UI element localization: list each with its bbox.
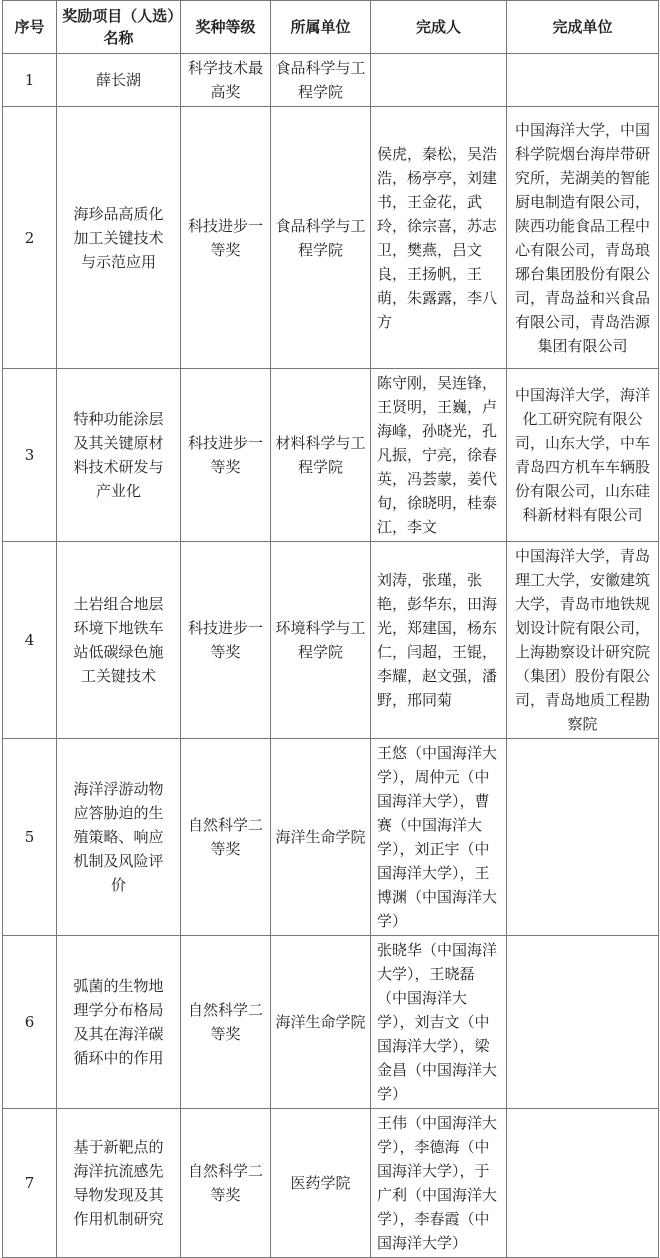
row-index: 1 [3, 54, 57, 107]
table-row [3, 739, 659, 936]
contributors: 陈守刚，吴连锋，王贤明，王巍，卢海峰，孙晓光，孔凡振，宁亮，徐春英，冯荟蒙，姜代旬，徐晓明，桂泰江，李文 [371, 369, 507, 542]
row-index: 3 [3, 369, 57, 542]
project-name: 特种功能涂层及其关键原材料技术研发与产业化 [57, 369, 181, 542]
department: 食品科学与工程学院 [271, 107, 371, 369]
contributors [371, 54, 507, 107]
organizations: 中国海洋大学，中国科学院烟台海岸带研究所，芜湖美的智能厨电制造有限公司，陕西功能食品工程中心有限公司，青岛琅琊台集团股份有限公司，青岛益和兴食品有限公司，青岛浩源集团有限公司 [507, 107, 659, 369]
award-level: 科技进步一等奖 [181, 107, 271, 369]
table-row [3, 369, 659, 542]
award-level: 科技进步一等奖 [181, 542, 271, 739]
department: 医药学院 [271, 1109, 371, 1258]
project-name: 海珍品高质化加工关键技术与示范应用 [57, 107, 181, 369]
row-index: 5 [3, 739, 57, 936]
department: 环境科学与工程学院 [271, 542, 371, 739]
project-name: 基于新靶点的海洋抗流感先导物发现及其作用机制研究 [57, 1109, 181, 1258]
award-level: 自然科学二等奖 [181, 1109, 271, 1258]
header-people: 完成人 [371, 1, 507, 54]
award-level: 科技进步一等奖 [181, 369, 271, 542]
row-index: 2 [3, 107, 57, 369]
table-row [3, 54, 659, 107]
header-dept: 所属单位 [271, 1, 371, 54]
row-index: 4 [3, 542, 57, 739]
award-level: 自然科学二等奖 [181, 739, 271, 936]
row-index: 7 [3, 1109, 57, 1258]
table-row [3, 1109, 659, 1258]
contributors: 王伟（中国海洋大学），李德海（中国海洋大学），于广利（中国海洋大学），李春霞（中国海洋大学） [371, 1109, 507, 1258]
award-level: 自然科学二等奖 [181, 936, 271, 1109]
header-index: 序号 [3, 1, 57, 54]
table-row [3, 542, 659, 739]
department: 材料科学与工程学院 [271, 369, 371, 542]
department: 海洋生命学院 [271, 936, 371, 1109]
table-row [3, 936, 659, 1109]
header-level: 奖种等级 [181, 1, 271, 54]
contributors: 王悠（中国海洋大学），周仲元（中国海洋大学），曹赛（中国海洋大学），刘正宇（中国海洋大学），王博渊（中国海洋大学） [371, 739, 507, 936]
project-name: 薛长湖 [57, 54, 181, 107]
header-project: 奖励项目（人选）名称 [57, 1, 181, 54]
contributors: 张晓华（中国海洋大学），王晓磊（中国海洋大学），刘吉文（中国海洋大学），梁金昌（中国海洋大学） [371, 936, 507, 1109]
contributors: 刘涛，张瑾，张艳，彭华东，田海光，郑建国，杨东仁，闫超，王锟，李耀，赵文强，潘野，邢同菊 [371, 542, 507, 739]
organizations [507, 936, 659, 1109]
header-row [3, 1, 659, 54]
organizations [507, 54, 659, 107]
awards-table [2, 0, 659, 1258]
organizations [507, 739, 659, 936]
organizations [507, 1109, 659, 1258]
organizations: 中国海洋大学，海洋化工研究院有限公司，山东大学，中车青岛四方机车车辆股份有限公司，山东硅科新材料有限公司 [507, 369, 659, 542]
header-units: 完成单位 [507, 1, 659, 54]
table-row [3, 107, 659, 369]
project-name: 弧菌的生物地理学分布格局及其在海洋碳循环中的作用 [57, 936, 181, 1109]
organizations: 中国海洋大学，青岛理工大学，安徽建筑大学，青岛市地铁规划设计院有限公司，上海勘察设计研究院（集团）股份有限公司，青岛地质工程勘察院 [507, 542, 659, 739]
department: 海洋生命学院 [271, 739, 371, 936]
award-level: 科学技术最高奖 [181, 54, 271, 107]
department: 食品科学与工程学院 [271, 54, 371, 107]
project-name: 土岩组合地层环境下地铁车站低碳绿色施工关键技术 [57, 542, 181, 739]
project-name: 海洋浮游动物应答胁迫的生殖策略、响应机制及风险评价 [57, 739, 181, 936]
row-index: 6 [3, 936, 57, 1109]
contributors: 侯虎，秦松，吴浩浩，杨亭亭，刘建书，王金花，武玲，徐宗喜，苏志卫，樊燕，吕文良，王扬帆，王萌，朱露露，李八方 [371, 107, 507, 369]
